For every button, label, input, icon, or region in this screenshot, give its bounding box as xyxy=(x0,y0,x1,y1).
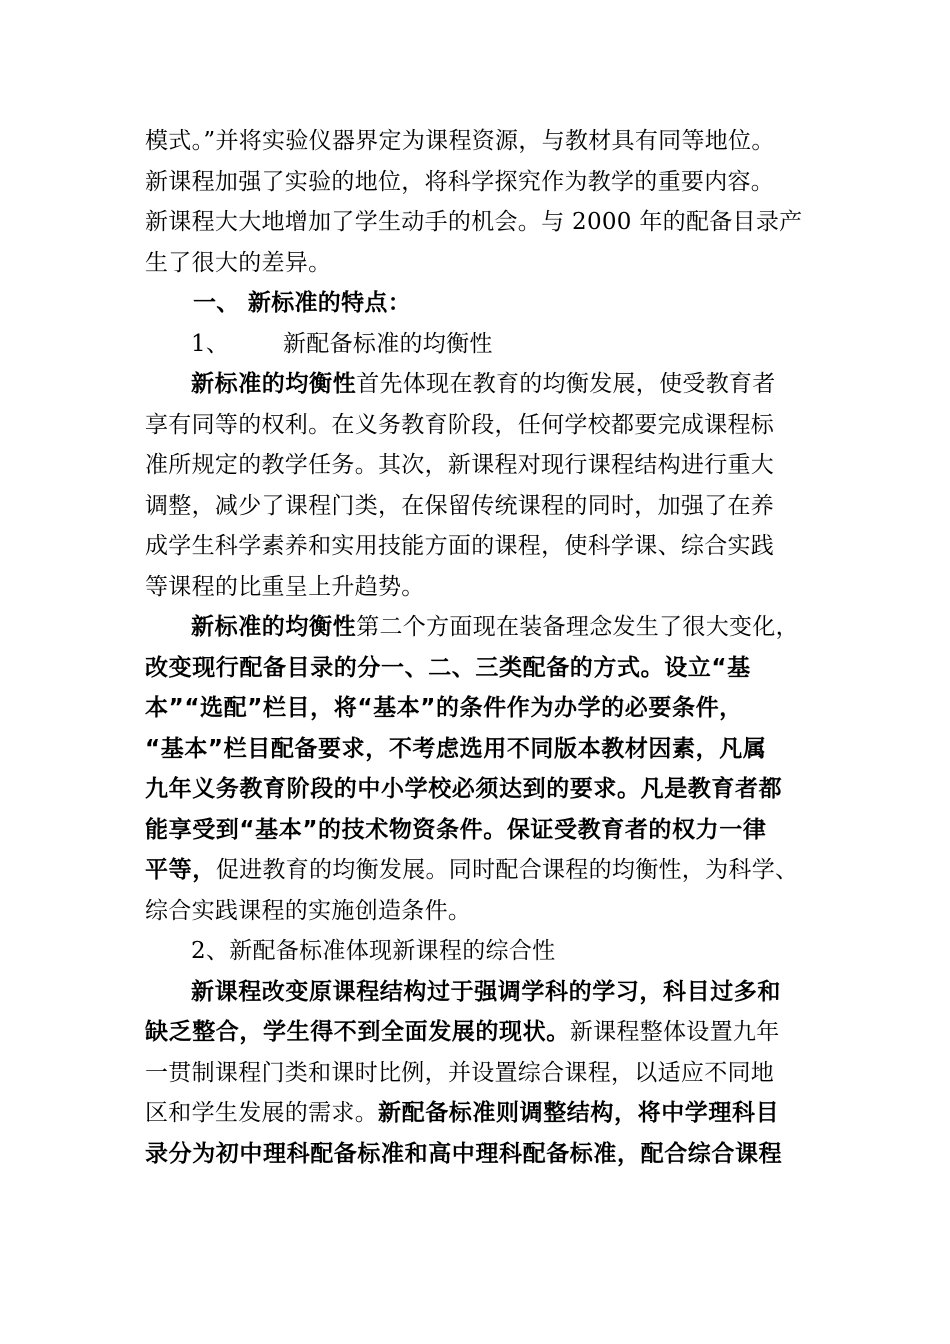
text-line xyxy=(145,850,810,891)
bold-text-run: 新标准的均衡性 xyxy=(191,614,357,640)
text-run: 准所规定的教学任务。其次，新课程对现行课程结构进行重大 xyxy=(145,452,775,478)
text-line xyxy=(145,567,810,608)
bold-text-run: 改变现行配备目录的分一、二、三类配备的方式。设立“基 xyxy=(145,654,751,681)
text-run: 第二个方面现在装备理念发生了很大变化， xyxy=(356,614,799,640)
bold-text-run: 新标准的均衡性 xyxy=(191,371,357,397)
text-run: 促进教育的均衡发展。同时配合课程的均衡性，为科学、 xyxy=(215,857,799,883)
text-run: 模式。”并将实验仪器界定为课程资源，与教材具有同等地位。 xyxy=(145,128,775,154)
subheading-1-title: 新配备标准的均衡性 xyxy=(283,330,493,357)
text-line xyxy=(145,810,810,851)
text-run: 享有同等的权利。在义务教育阶段，任何学校都要完成课程标 xyxy=(145,411,775,438)
bold-text-run: 能享受到“基本”的技术物资条件。保证受教育者的权力一律 xyxy=(145,816,767,843)
text-line xyxy=(145,891,810,932)
section-heading-text: 一、 新标准的特点： xyxy=(193,290,412,316)
text-line xyxy=(145,405,810,446)
text-line xyxy=(145,1053,810,1094)
text-run: 成学生科学素养和实用技能方面的课程，使科学课、综合实践 xyxy=(145,533,775,559)
bold-text-run: 新配备标准则调整结构，将中学理科目 xyxy=(378,1100,780,1126)
text-run: 综合实践课程的实施创造条件。 xyxy=(145,897,472,924)
text-run: 生了很大的差异。 xyxy=(145,249,332,276)
text-line xyxy=(145,445,810,486)
text-line xyxy=(145,526,810,567)
bold-text-run: 本”“选配”栏目，将“基本”的条件作为办学的必要条件， xyxy=(145,695,743,721)
text-line xyxy=(145,121,810,162)
text-run: 区和学生发展的需求。 xyxy=(145,1100,378,1126)
text-line xyxy=(145,648,810,689)
subheading-2 xyxy=(145,931,810,972)
text-line xyxy=(145,486,810,527)
subheading-1-number: 1、 xyxy=(191,330,230,357)
bold-text-run: 缺乏整合，学生得不到全面发展的现状。 xyxy=(145,1019,570,1045)
document-body xyxy=(145,121,810,1174)
text-line xyxy=(145,1093,810,1134)
text-line xyxy=(145,688,810,729)
bold-text-run: 平等， xyxy=(145,857,216,883)
text-line xyxy=(145,202,810,243)
text-run: 新课程整体设置九年 xyxy=(569,1019,780,1045)
paragraph-balance-1 xyxy=(145,364,810,607)
text-line xyxy=(145,729,810,770)
subheading-1 xyxy=(145,324,810,365)
text-run: 等课程的比重呈上升趋势。 xyxy=(145,573,425,600)
text-line xyxy=(145,607,810,648)
bold-text-run: 新课程改变原课程结构过于强调学科的学习，科目过多和 xyxy=(191,978,781,1005)
text-line xyxy=(145,1012,810,1053)
paragraph-comprehensive xyxy=(145,972,810,1175)
text-run: 一贯制课程门类和课时比例，并设置综合课程，以适应不同地 xyxy=(145,1059,775,1086)
text-run: 新课程加强了实验的地位，将科学探究作为教学的重要内容。 xyxy=(145,168,775,195)
paragraph-balance-2 xyxy=(145,607,810,931)
text-line xyxy=(145,972,810,1013)
text-line xyxy=(145,769,810,810)
bold-text-run: 录分为初中理科配备标准和高中理科配备标准，配合综合课程 xyxy=(145,1140,783,1167)
text-run: 调整，减少了课程门类，在保留传统课程的同时，加强了在养 xyxy=(145,492,775,519)
bold-text-run: 九年义务教育阶段的中小学校必须达到的要求。凡是教育者都 xyxy=(145,776,783,802)
text-line xyxy=(145,162,810,203)
text-line xyxy=(145,364,810,405)
text-line xyxy=(145,1134,810,1175)
intro-paragraph xyxy=(145,121,810,283)
section-heading xyxy=(145,283,810,324)
subheading-2-text: 2、新配备标准体现新课程的综合性 xyxy=(191,938,556,964)
text-run: 新课程大大地增加了学生动手的机会。与 2000 年的配备目录产 xyxy=(145,209,803,235)
text-run: 首先体现在教育的均衡发展，使受教育者 xyxy=(356,371,776,397)
bold-text-run: “基本”栏目配备要求，不考虑选用不同版本教材因素，凡属 xyxy=(145,735,767,762)
text-line xyxy=(145,243,810,284)
